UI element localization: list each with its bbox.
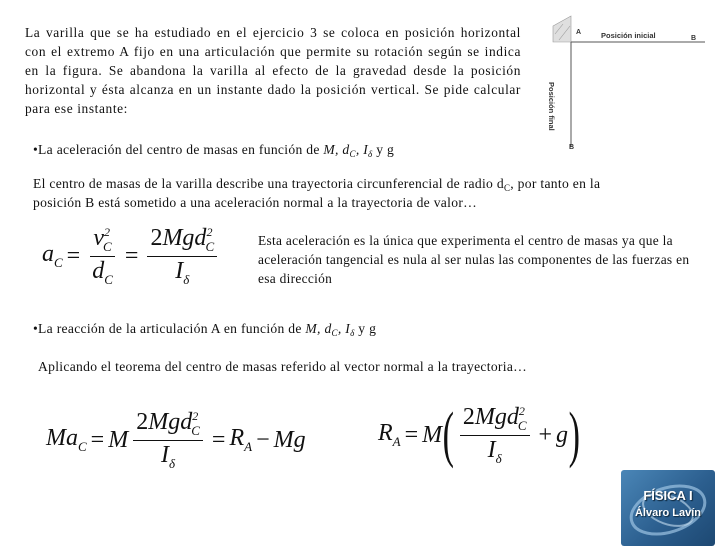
bullet1-prefix: •La aceleración del centro de masas en función de bbox=[33, 142, 324, 157]
equation-newton: $Ma_C$ = M $\frac{2Mgd^2_C}{I_\delta}$ = $R_A$ − Mg bbox=[46, 409, 306, 471]
label-point-a: A bbox=[576, 29, 582, 36]
bullet1-sub-delta: δ bbox=[368, 149, 373, 159]
bullet-acceleration bbox=[33, 140, 394, 159]
bullet2-comma: , I bbox=[337, 321, 351, 336]
explanation-line-1 bbox=[33, 174, 600, 193]
equation-acceleration: $a_C$ = $\frac{v^2_C}{d_C}$ = $\frac{2Mgd^2_C}{I_\delta}$ bbox=[42, 226, 222, 286]
bullet2-prefix: •La reacción de la articulación A en función de bbox=[33, 321, 306, 336]
label-final-position: Posición final bbox=[547, 82, 556, 131]
bullet1-sub-c: C bbox=[349, 149, 356, 159]
explanation-line-1-a: El centro de masas de la varilla describe una trayectoria circunferencial de radio d bbox=[33, 176, 504, 191]
rod-figure bbox=[545, 12, 715, 157]
explanation-line-1-b: , por tanto en la bbox=[510, 176, 601, 191]
bullet1-tail: y g bbox=[372, 142, 395, 157]
bullet2-tail: y g bbox=[354, 321, 377, 336]
bullet2-vars: M, d bbox=[305, 321, 332, 336]
bullet2-sub-c: C bbox=[331, 328, 338, 338]
bullet2-sub-delta: δ bbox=[350, 328, 355, 338]
intro-paragraph: La varilla que se ha estudiado en el ejercicio 3 se coloca en posición horizontal con el extremo A fijo en una articulación que permite su rotación según se indica en la figura. Se abandona la varilla al efecto de la gravedad desde la posición horizontal y ésta alcanza en un instante dado la posición vertical. Se pide calcular para ese instante: bbox=[25, 25, 521, 116]
label-point-b-top: B bbox=[691, 35, 697, 42]
equation-reaction: $R_A$ = M ( $\frac{2Mgd^2_C}{I_\delta}$ + g ) bbox=[378, 401, 581, 469]
badge-author: Álvaro Lavín bbox=[634, 507, 702, 519]
badge-title: FÍSICA I bbox=[643, 488, 693, 503]
side-note: Esta aceleración es la única que experimenta el centro de masas ya que la aceleración tangencial es nula al ser nulas las componentes de las fuerzas en esa dirección bbox=[258, 233, 690, 286]
bullet1-vars: M, d bbox=[323, 142, 350, 157]
label-initial-position: Posición inicial bbox=[601, 31, 656, 40]
theorem-line: Aplicando el teorema del centro de masas referido al vector normal a la trayectoria… bbox=[38, 359, 528, 374]
bullet-reaction bbox=[33, 319, 376, 338]
bullet1-comma: , I bbox=[355, 142, 369, 157]
hinge-support bbox=[553, 16, 571, 42]
course-badge bbox=[621, 470, 715, 546]
explanation-line-2: posición B está sometido a una aceleración normal a la trayectoria de valor… bbox=[33, 195, 478, 210]
explanation-line-1-sub: C bbox=[503, 183, 511, 193]
label-point-b-bottom: B bbox=[569, 144, 575, 151]
